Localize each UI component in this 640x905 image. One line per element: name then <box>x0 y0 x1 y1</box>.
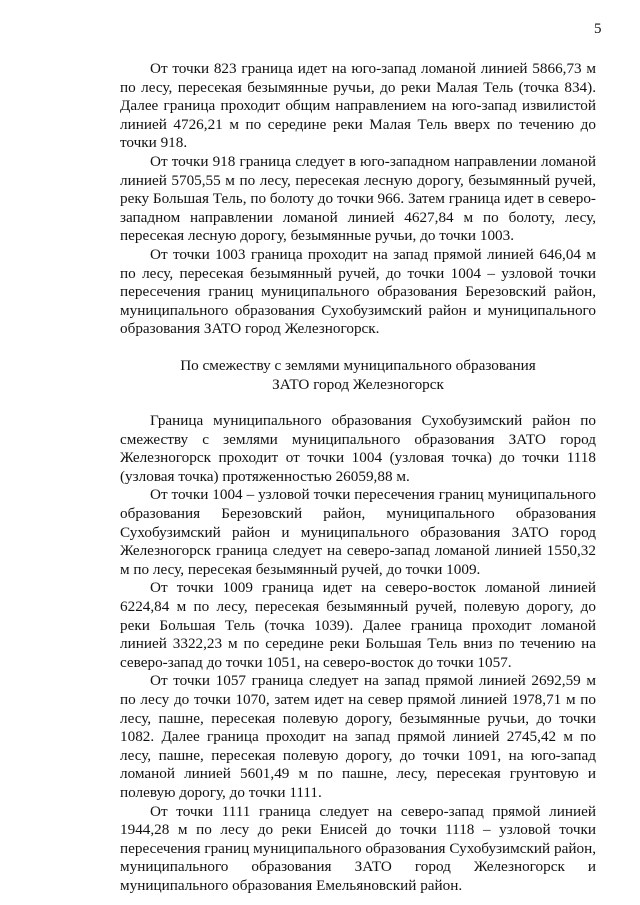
paragraph: От точки 918 граница следует в юго-западном направлении ломаной линией 5705,55 м по лесу, пересекая лесную дорогу, безымянный ручей, реку Большая Тель, по болоту до точки 966. Затем граница идет в северо-западном направлении ломаной линией 4627,84 м по болоту, лесу, пересекая лесную дорогу, безымянные ручьи, до точки 1003. <box>120 152 596 245</box>
paragraph: От точки 823 граница идет на юго-запад ломаной линией 5866,73 м по лесу, пересекая безымянные ручьи, до реки Малая Тель (точка 834). Далее граница проходит общим направлением на юго-запад извилистой линией 4726,21 м по середине реки Малая Тель вверх по течению до точки 918. <box>120 60 596 152</box>
section-heading-line: ЗАТО город Железногорск <box>272 375 444 393</box>
document-body <box>120 60 596 896</box>
paragraph: От точки 1057 граница следует на запад прямой линией 2692,59 м по лесу до точки 1070, затем идет на север прямой линией 1978,71 м по лесу, пашне, пересекая полевую дорогу, безымянные ручьи, до точки 1082. Далее граница проходит на запад прямой линией 2745,42 м по лесу, пашне, пересекая полевую дорогу, до точки 1091, на юго-запад ломаной линией 5601,49 м по пашне, лесу, пересекая грунтовую и полевую дорогу, до точки 1111. <box>120 672 596 801</box>
section-heading-line: По смежеству с землями муниципального образования <box>180 356 536 374</box>
paragraph: Граница муниципального образования Сухобузимский район по смежеству с землями муниципального образования ЗАТО город Железногорск проходит от точки 1004 (узловая точка) до точки 1118 (узловая точка) протяженностью 26059,88 м. <box>120 412 596 485</box>
paragraph: От точки 1004 – узловой точки пересечения границ муниципального образования Березовский район, муниципального образования Сухобузимский район и муниципального образования ЗАТО город Железногорск граница следует на северо-запад ломаной линией 1550,32 м по лесу, пересекая безымянный ручей, до точки 1009. <box>120 486 596 578</box>
paragraph: От точки 1111 граница следует на северо-запад прямой линией 1944,28 м по лесу до реки Енисей до точки 1118 – узловой точки пересечения границ муниципального образования Сухобузимский район, муниципального образования ЗАТО город Железногорск и муниципального образования Емельяновский район. <box>120 802 596 894</box>
page-number: 5 <box>594 21 602 37</box>
paragraph: От точки 1009 граница идет на северо-восток ломаной линией 6224,84 м по лесу, пересекая безымянный ручей, полевую дорогу, до реки Большая Тель (точка 1039). Далее граница проходит ломаной линией 3322,23 м по середине реки Большая Тель вниз по течению на северо-запад до точки 1051, на северо-восток до точки 1057. <box>120 579 596 671</box>
paragraph: От точки 1003 граница проходит на запад прямой линией 646,04 м по лесу, пересекая безымянный ручей, до точки 1004 – узловой точки пересечения границ муниципального образования Березовский район, муниципального образования Сухобузимский район и муниципального образования ЗАТО город Железногорск. <box>120 245 596 338</box>
section-heading <box>120 357 596 394</box>
